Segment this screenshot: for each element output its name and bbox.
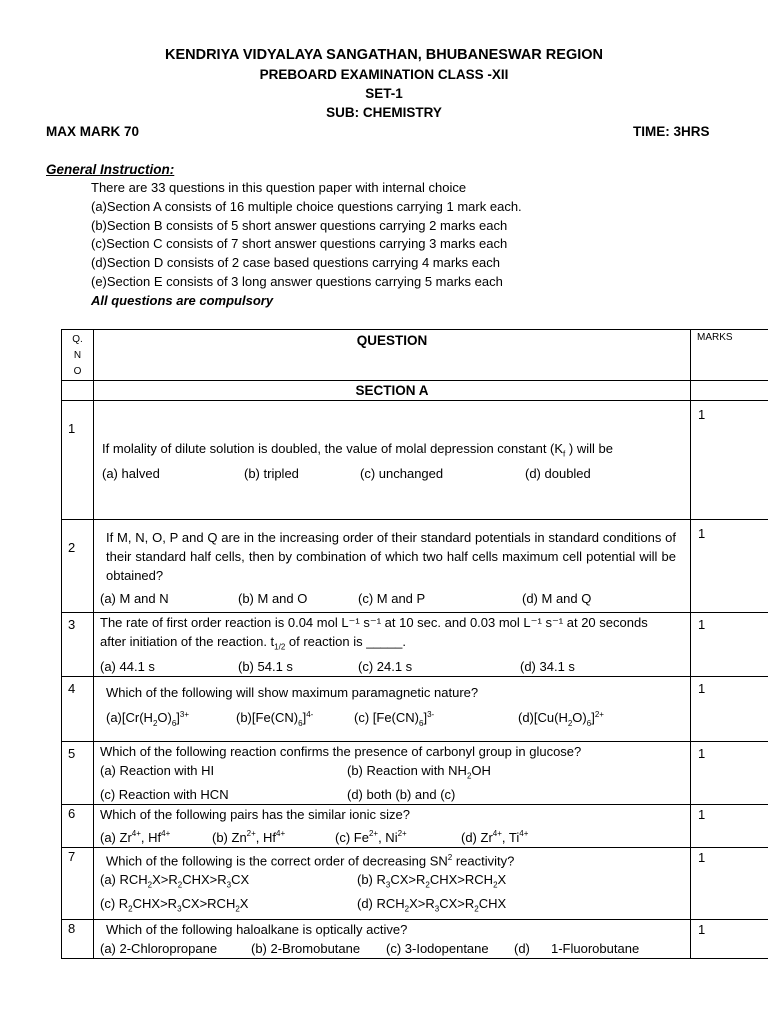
question-text-part: after initiation of the reaction. t [100,634,275,649]
option-part: ] [302,709,307,725]
question-row [62,401,768,520]
question-number: 4 [62,676,94,741]
question-body [94,920,691,959]
option-sup: 2+ [397,829,407,839]
option: (a) M and N [100,591,169,606]
option: (c) Reaction with HCN [100,787,229,803]
options-row [100,589,682,608]
question-number: 8 [62,920,94,959]
option: (a) 44.1 s [100,658,155,674]
question-marks: 1 [691,920,768,959]
question-row [62,520,768,613]
question-text [100,632,682,657]
option: (a) Reaction with HI [100,762,215,778]
question-text-sub: f [563,449,566,459]
question-number: 3 [62,613,94,677]
question-number: 7 [62,847,94,920]
option-sup: 4+ [131,829,141,839]
marks-header: MARKS [691,330,768,381]
option [106,705,236,733]
qno-header-part: N [73,350,82,361]
question-marks: 1 [691,676,768,741]
option: (b) M and O [238,591,308,606]
option-part: (a) RCH [100,871,148,887]
option-part: CX>R [439,896,475,912]
option-sub: 6 [586,718,592,728]
question-text: If M, N, O, P and Q are in the increasing order of their standard potentials in standard conditions of their standard half cells, then by combination of which two half cells maximum cell potential will be obtained? [106,530,676,583]
option-part: (a) Zr [100,829,132,845]
option-part: (b) Reaction with NH [347,762,467,778]
question-text [100,848,682,870]
option-sub: 2 [152,718,158,728]
question-header: QUESTION [94,330,691,381]
options-row [100,939,682,958]
option-sup: 2+ [594,709,604,719]
option-sub: 2 [235,905,240,915]
option [354,705,518,733]
question-body [94,520,691,613]
qno-header-part: O [73,366,82,377]
option-sup: 4+ [492,829,502,839]
question-text [102,439,682,464]
option [335,824,461,846]
question-marks: 1 [691,401,768,520]
option-sub: 2 [466,771,472,781]
question-body [94,676,691,741]
set-label: SET-1 [365,86,403,101]
option-part: CX [231,871,250,887]
instructions-footer: All questions are compulsory [91,293,274,308]
option-part: X>R [152,871,178,887]
option-sup: 2+ [368,829,379,839]
option-part: O) [572,709,587,725]
option-sub: 2 [177,880,183,890]
question-row [62,847,768,920]
qno-header-part: Q. [72,334,83,345]
option-part: CHX>R [182,871,227,887]
option [212,824,335,846]
option-sub: 2 [128,905,133,915]
question-text: Which of the following will show maximum paramagnetic nature? [106,684,479,700]
option-sub: 3 [226,880,232,890]
option-part: (d) RCH [357,896,405,912]
question-body [94,741,691,805]
option: (c) unchanged [360,465,444,481]
question-row [62,613,768,677]
option: (b) 2-Bromobutane [251,941,361,957]
question-text-sup: 2 [447,852,453,862]
option [518,705,604,733]
option [347,761,491,786]
instruction-line: There are 33 questions in this question paper with internal choice [91,180,467,195]
question-text-part: If molality of dilute solution is doubled, the value of molal depression constant (K [102,441,564,456]
option-sub: 3 [385,880,391,890]
option-part: , Hf [140,829,162,845]
option-sub: 2 [567,718,573,728]
option-part: (c) R [100,896,129,912]
option-sub: 2 [404,905,410,915]
option-sup: 4+ [276,829,286,839]
question-marks: 1 [691,741,768,805]
option-part: CX>R [390,871,426,887]
max-mark: MAX MARK 70 [46,124,140,139]
question-number: 2 [62,520,94,613]
option-part: (b) R [357,871,386,887]
option [236,705,354,733]
option-sub: 3 [177,905,182,915]
option-sup: 4- [306,709,314,719]
option-part: OH [471,762,491,778]
question-number: 6 [62,805,94,847]
option-part: (c) [Fe(CN) [354,709,419,725]
option-sub: 2 [493,880,498,890]
option-part: (b)[Fe(CN) [236,709,299,725]
question-body [94,613,691,677]
option-part: X [497,871,507,887]
option-sup: 3+ [179,709,190,719]
option-part: X [239,896,249,912]
instruction-line: (a)Section A consists of 16 multiple choice questions carrying 1 mark each. [91,199,522,214]
section-cell-blank [62,381,94,401]
option-part: CHX>R [132,896,178,912]
options-row [100,870,682,895]
option-sup: 4+ [519,829,529,839]
subject-label: SUB: CHEMISTRY [326,105,442,120]
question-number: 5 [62,741,94,805]
option [100,870,357,895]
org-title: KENDRIYA VIDYALAYA SANGATHAN, BHUBANESWAR REGION [164,47,604,63]
option: (d) [514,941,530,957]
question-row [62,920,768,959]
question-table [61,329,768,959]
time-allowed: TIME: 3HRS [633,124,710,139]
option [357,894,506,919]
option-part: CHX>RCH [429,871,494,887]
question-marks: 1 [691,613,768,677]
question-row [62,741,768,805]
question-row [62,805,768,847]
option: (b) tripled [244,465,299,481]
option-part: , Hf [255,829,277,845]
option: (c) 3-Iodopentane [386,941,489,957]
option-part: O) [157,709,172,725]
option [100,824,212,846]
question-marks: 1 [691,805,768,847]
option-sub: 6 [171,718,177,728]
option-part: (a)[Cr(H [106,709,153,725]
option-sup: 4+ [161,829,171,839]
option-sup: 3- [427,709,435,719]
question-body [94,805,691,847]
option-part: CHX [478,896,507,912]
option: (c) M and P [358,591,426,606]
instructions-heading: General Instruction: [46,162,175,177]
instruction-line: (e)Section E consists of 3 long answer questions carrying 5 marks each [91,274,503,289]
question-text-sub: 1/2 [274,642,286,652]
question-text-part: reactivity? [452,852,515,868]
options-row [100,824,682,846]
option-part: , Ti [501,829,520,845]
question-text-part: ) will be [565,441,613,456]
section-row [62,381,768,401]
option: (a) 2-Chloropropane [100,941,218,957]
question-marks: 1 [691,847,768,920]
section-cell-blank [691,381,768,401]
question-marks: 1 [691,520,768,613]
option: 1-Fluorobutane [551,941,640,957]
option-part: CX>RCH [181,896,236,912]
option-part: ] [176,709,180,725]
option-part: (d) Zr [461,829,493,845]
exam-title: PREBOARD EXAMINATION CLASS -XII [259,67,509,82]
options-row [100,894,682,919]
instruction-line: (b)Section B consists of 5 short answer questions carrying 2 marks each [91,218,508,233]
table-header-row [62,330,768,381]
instruction-line: (c)Section C consists of 7 short answer questions carrying 3 marks each [91,236,508,251]
option: (a) halved [102,465,160,481]
option-part: (b) Zn [212,829,247,845]
instruction-line: (d)Section D consists of 2 case based questions carrying 4 marks each [91,255,500,270]
option-sub: 3 [434,905,440,915]
option-part: ] [423,709,428,725]
option [461,824,528,846]
option: (d) M and Q [522,591,592,606]
option: (d) both (b) and (c) [347,787,456,803]
question-text: Which of the following reaction confirms the presence of carbonyl group in glucose? [100,743,582,759]
question-text-part: Which of the following is the correct order of decreasing SN [106,852,448,868]
option: (d) doubled [525,465,591,481]
option-part: (c) Fe [335,829,369,845]
option: (c) 24.1 s [358,658,413,674]
option-sup: 2+ [246,829,256,839]
option-part: ] [591,709,595,725]
section-title: SECTION A [94,381,691,401]
options-row [100,785,682,804]
qno-header [62,330,94,381]
options-row [100,705,682,733]
question-row [62,676,768,741]
question-body [94,847,691,920]
option [357,870,506,895]
option [100,894,357,919]
question-text: Which of the following pairs has the similar ionic size? [100,807,410,823]
option-part: X>R [409,896,435,912]
option-sub: 2 [474,905,479,915]
option-sub: 2 [425,880,430,890]
option: (d) 34.1 s [520,658,575,674]
option: (b) 54.1 s [238,658,293,674]
question-body [94,401,691,520]
options-row [100,657,682,676]
option-sub: 2 [147,880,153,890]
question-text: Which of the following haloalkane is optically active? [106,922,408,938]
option-part: (d)[Cu(H [518,709,568,725]
options-row [100,761,682,786]
question-text-part: of reaction is _____. [285,634,406,649]
question-number: 1 [62,401,94,520]
option-sub: 6 [419,718,424,728]
option-part: , Ni [378,829,398,845]
option-sub: 6 [298,718,303,728]
question-text: The rate of first order reaction is 0.04 mol L⁻¹ s⁻¹ at 10 sec. and 0.03 mol L⁻¹ s⁻¹ at 20 seconds [100,615,648,630]
options-row [102,464,682,483]
